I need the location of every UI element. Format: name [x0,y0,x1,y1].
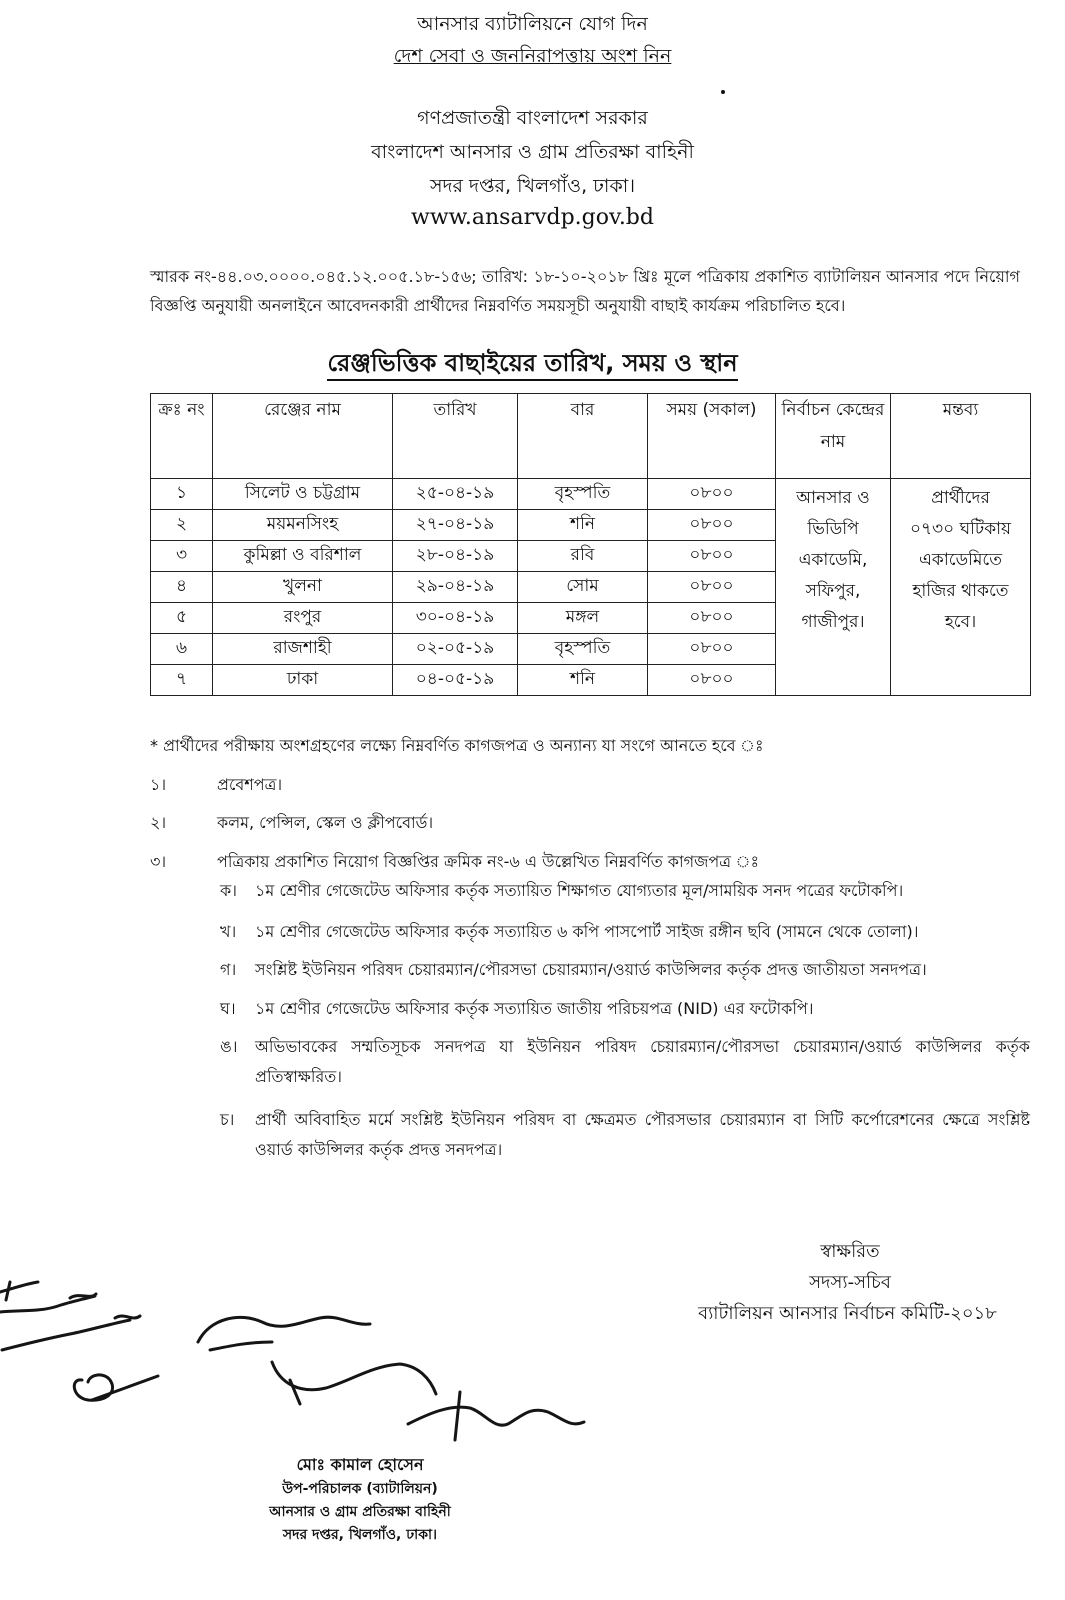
cell-serial: ২ [151,510,213,541]
header-day: বার [518,394,648,479]
cell-range: সিলেট ও চট্টগ্রাম [213,479,393,510]
cell-serial: ৭ [151,665,213,696]
remarks-line: হবে। [944,612,977,632]
cell-date: ৩০-০৪-১৯ [393,603,518,634]
memo-paragraph: স্মারক নং-৪৪.০৩.০০০০.০৪৫.১২.০০৫.১৮-১৫৬; তারিখ: ১৮-১০-২০১৮ খ্রিঃ মূলে পত্রিকায় প্রকাশিত ব্যাটালিয়ন আনসার পদে নিয়োগ বিজ্ঞপ্তি অনুযায়ী অনলাইনে আবেদনকারী প্রার্থীদের নিম্নবর্ণিত সময়সূচী অনুযায়ী বাছাই কার্যক্রম পরিচালিত হবে। [150,267,1020,315]
slogan-line-1: আনসার ব্যাটালিয়নে যোগ দিন [417,13,648,35]
office-address: সদর দপ্তর, খিলগাঁও, ঢাকা। [429,175,636,197]
item-number: ৩। [150,852,167,871]
cell-serial: ৪ [151,572,213,603]
requirements-intro: * প্রার্থীদের পরীক্ষায় অংশগ্রহণের লক্ষ্যে নিম্নবর্ণিত কাগজপত্র ও অন্যান্য যা সংগে আনতে হবে ঃ [150,736,764,755]
cell-day: বৃহস্পতি [518,634,648,665]
cell-date: ২৭-০৪-১৯ [393,510,518,541]
item-number: ২। [150,813,167,832]
cell-day: শনি [518,510,648,541]
cell-time: ০৮০০ [648,479,776,510]
cell-day: মঙ্গল [518,603,648,634]
sub-item-label: ক। [220,881,237,900]
sub-item-text: ১ম শ্রেণীর গেজেটেড অফিসার কর্তৃক সত্যায়িত ৬ কপি পাসপোর্ট সাইজ রঙ্গীন ছবি (সামনে থেকে তোলা)। [255,922,919,941]
header-venue: নির্বাচন কেন্দ্রের নাম [776,394,891,479]
item-number: ১। [150,775,167,794]
cell-range: খুলনা [213,572,393,603]
item-text: প্রবেশপত্র। [217,775,283,794]
remarks-line: একাডেমিতে [919,550,1002,570]
cell-range: ময়মনসিংহ [213,510,393,541]
cell-time: ০৮০০ [648,510,776,541]
cell-range: ঢাকা [213,665,393,696]
header-remarks: মন্তব্য [891,394,1031,479]
signature-designation: সদস্য-সচিব [809,1272,891,1293]
header-serial: ক্রঃ নং [151,394,213,479]
cell-range: রাজশাহী [213,634,393,665]
sub-item-text: ১ম শ্রেণীর গেজেটেড অফিসার কর্তৃক সত্যায়িত জাতীয় পরিচয়পত্র (NID) এর ফটোকপি। [255,999,814,1018]
header-range: রেঞ্জের নাম [213,394,393,479]
officer-office: সদর দপ্তর, খিলগাঁও, ঢাকা। [282,1527,438,1543]
govt-name: গণপ্রজাতন্ত্রী বাংলাদেশ সরকার [417,107,648,129]
cell-time: ০৮০০ [648,665,776,696]
sub-item-label: গ। [220,960,237,979]
cell-serial: ৩ [151,541,213,572]
cell-serial: ৬ [151,634,213,665]
item-text: পত্রিকায় প্রকাশিত নিয়োগ বিজ্ঞপ্তির ক্রমিক নং-৬ এ উল্লেখিত নিম্নবর্ণিত কাগজপত্র ঃ [217,852,759,871]
cell-day: সোম [518,572,648,603]
signature-committee: ব্যাটালিয়ন আনসার নির্বাচন কমিটি-২০১৮ [698,1303,997,1324]
cell-time: ০৮০০ [648,572,776,603]
item-text: কলম, পেন্সিল, স্কেল ও ক্লীপবোর্ড। [217,813,434,832]
sub-item-text: সংশ্লিষ্ট ইউনিয়ন পরিষদ চেয়ারম্যান/পৌরসভা চেয়ারম্যান/ওয়ার্ড কাউন্সিলর কর্তৃক প্রদত্ত জাতীয়তা সনদপত্র। [255,960,927,979]
header-date: তারিখ [393,394,518,479]
cell-date: ২৯-০৪-১৯ [393,572,518,603]
sub-item-text: অভিভাবকের সম্মতিসূচক সনদপত্র যা ইউনিয়ন পরিষদ চেয়ারম্যান/পৌরসভা চেয়ারম্যান/ওয়ার্ড কাউন্সিলর কর্তৃক প্রতিস্বাক্ষরিত। [255,1037,1030,1086]
cell-day: রবি [518,541,648,572]
cell-range: কুমিল্লা ও বরিশাল [213,541,393,572]
cell-date: ২৫-০৪-১৯ [393,479,518,510]
remarks-line: ০৭৩০ ঘটিকায় [909,519,1012,539]
venue-line: ভিডিপি [807,519,859,539]
sub-item-text: প্রার্থী অবিবাহিত মর্মে সংশ্লিষ্ট ইউনিয়ন পরিষদ বা ক্ষেত্রমত পৌরসভার চেয়ারম্যান বা সিটি কর্পোরেশনের ক্ষেত্রে সংশ্লিষ্ট ওয়ার্ড কাউন্সিলর কর্তৃক প্রদত্ত সনদপত্র। [255,1110,1030,1159]
officer-org: আনসার ও গ্রাম প্রতিরক্ষা বাহিনী [269,1504,451,1520]
cell-time: ০৮০০ [648,541,776,572]
venue-line: আনসার ও [796,488,870,508]
officer-name: মোঃ কামাল হোসেন [296,1455,424,1474]
sub-item-label: ঘ। [220,999,236,1018]
remarks-line: প্রার্থীদের [931,488,990,508]
cell-date: ০২-০৫-১৯ [393,634,518,665]
cell-serial: ১ [151,479,213,510]
cell-range: রংপুর [213,603,393,634]
sub-item-label: চ। [220,1110,235,1129]
cell-serial: ৫ [151,603,213,634]
cell-time: ০৮০০ [648,634,776,665]
officer-title: উপ-পরিচালক (ব্যাটালিয়ন) [282,1481,438,1497]
table-title-text: রেঞ্জভিত্তিক বাছাইয়ের তারিখ, সময় ও স্থান [327,349,737,381]
website-link[interactable]: www.ansarvdp.gov.bd [411,205,654,230]
signature-status: স্বাক্ষরিত [820,1241,880,1262]
cell-time: ০৮০০ [648,603,776,634]
slogan-line-2: দেশ সেবা ও জননিরাপত্তায় অংশ নিন [393,45,672,67]
cell-day: বৃহস্পতি [518,479,648,510]
venue-line: একাডেমি, [798,550,868,570]
cell-date: ০৪-০৫-১৯ [393,665,518,696]
remarks-line: হাজির থাকতে [912,581,1009,601]
venue-line: গাজীপুর। [801,612,865,632]
sub-item-label: ঙ। [220,1037,238,1056]
cell-day: শনি [518,665,648,696]
venue-line: সফিপুর, [805,581,861,601]
cell-date: ২৮-০৪-১৯ [393,541,518,572]
header-time: সময় (সকাল) [648,394,776,479]
sub-item-label: খ। [220,922,237,941]
org-name: বাংলাদেশ আনসার ও গ্রাম প্রতিরক্ষা বাহিনী [371,141,694,163]
sub-item-text: ১ম শ্রেণীর গেজেটেড অফিসার কর্তৃক সত্যায়িত শিক্ষাগত যোগ্যতার মূল/সাময়িক সনদ পত্রের ফটোকপি। [255,881,904,900]
